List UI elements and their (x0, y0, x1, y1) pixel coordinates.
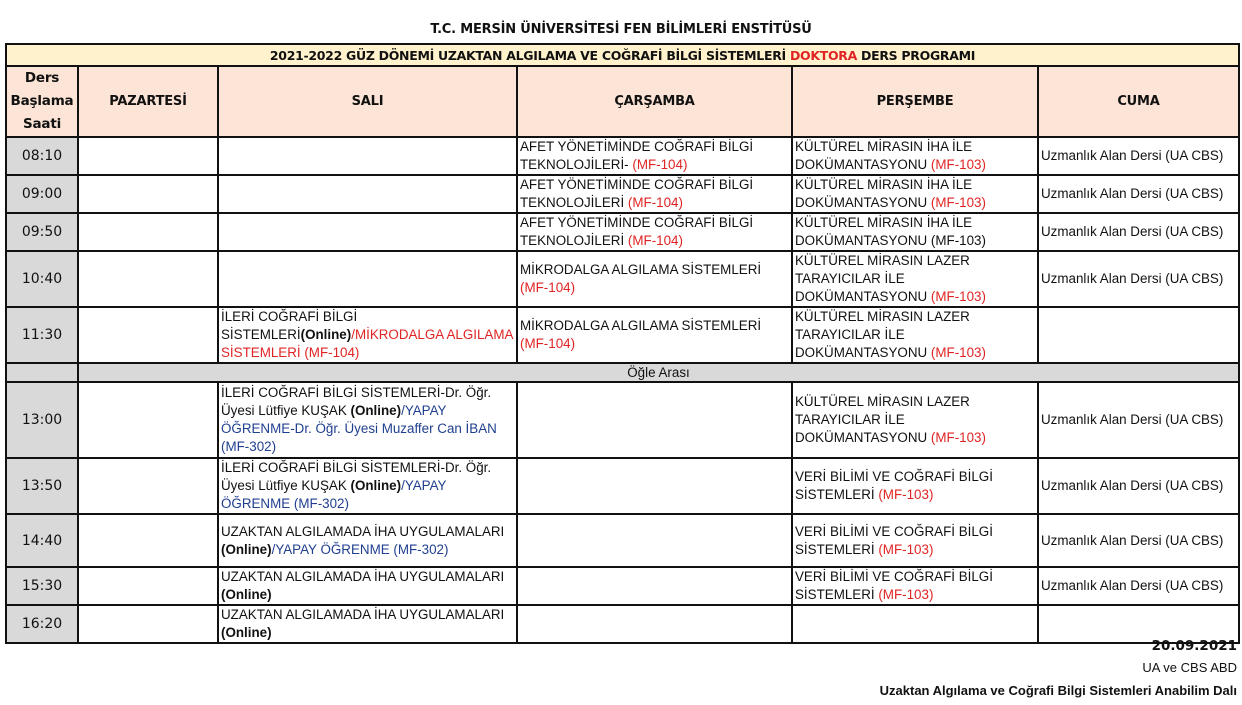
room-code: (MF-104) (520, 280, 576, 295)
course-text: MİKRODALGA ALGILAMA SİSTEMLERİ (520, 318, 762, 333)
course-text: KÜLTÜREL MİRASIN İHA İLE DOKÜMANTASYONU (MF-103) (795, 215, 986, 248)
schedule-row (6, 514, 1239, 567)
course-text-alt: /YAPAY ÖĞRENME (MF-302) (221, 478, 447, 511)
course-cell-tuesday (218, 382, 517, 458)
course-cell-monday (78, 307, 218, 363)
program-title (6, 44, 1239, 66)
time-slot: 09:50 (6, 213, 78, 251)
course-text: İLERİ COĞRAFİ BİLGİ SİSTEMLERİ-Dr. Öğr. Üyesi Lütfiye KUŞAK (221, 460, 492, 493)
course-text-alt: /YAPAY ÖĞRENME-Dr. Öğr. Üyesi Muzaffer Can İBAN (MF-302) (221, 403, 497, 454)
course-cell-wednesday (517, 175, 792, 213)
course-text: KÜLTÜREL MİRASIN LAZER TARAYICILAR İLE DOKÜMANTASYONU (795, 253, 970, 304)
course-text: VERİ BİLİMİ VE COĞRAFİ BİLGİ SİSTEMLERİ (795, 569, 993, 602)
institution-title: T.C. MERSİN ÜNİVERSİTESİ FEN BİLİMLERİ ENSTİTÜSÜ (430, 22, 812, 37)
day-header-wednesday: ÇARŞAMBA (517, 66, 792, 137)
course-cell-monday (78, 458, 218, 514)
course-cell-monday (78, 137, 218, 175)
course-text: MİKRODALGA ALGILAMA SİSTEMLERİ (520, 262, 762, 277)
course-cell-tuesday (218, 307, 517, 363)
course-cell-monday (78, 605, 218, 643)
course-cell-tuesday (218, 458, 517, 514)
course-cell-friday (1038, 137, 1239, 175)
course-cell-thursday (792, 458, 1038, 514)
course-cell-thursday (792, 605, 1038, 643)
time-slot: 16:20 (6, 605, 78, 643)
footer-department: Uzaktan Algılama ve Coğrafi Bilgi Sistemleri Anabilim Dalı (879, 683, 1237, 698)
course-cell-thursday (792, 307, 1038, 363)
course-text: AFET YÖNETİMİNDE COĞRAFİ BİLGİ TEKNOLOJİLERİ (520, 177, 754, 210)
room-code: (MF-103) (930, 430, 986, 445)
online-tag: (Online) (221, 587, 272, 602)
program-title-suffix: DERS PROGRAMI (856, 47, 976, 63)
course-text: Uzmanlık Alan Dersi (UA CBS) (1041, 578, 1224, 593)
course-text: Uzmanlık Alan Dersi (UA CBS) (1041, 271, 1224, 286)
footer-abbreviation: UA ve CBS ABD (1142, 660, 1237, 675)
course-text: AFET YÖNETİMİNDE COĞRAFİ BİLGİ TEKNOLOJİLERİ- (520, 139, 754, 172)
time-slot: 08:10 (6, 137, 78, 175)
footer-date: 20.09.2021 (1151, 638, 1237, 654)
schedule-row (6, 382, 1239, 458)
course-cell-wednesday (517, 307, 792, 363)
online-tag: (Online) (300, 327, 352, 342)
time-slot: 09:00 (6, 175, 78, 213)
course-text: Uzmanlık Alan Dersi (UA CBS) (1041, 478, 1224, 493)
time-slot: 11:30 (6, 307, 78, 363)
time-column-header (6, 66, 78, 137)
room-code: /MİKRODALGA ALGILAMA SİSTEMLERİ (MF-104) (221, 327, 513, 360)
course-cell-friday (1038, 382, 1239, 458)
lunch-break-row (6, 363, 1239, 382)
time-slot: 10:40 (6, 251, 78, 307)
online-tag: (Online) (221, 625, 272, 640)
room-code: (MF-104) (627, 233, 683, 248)
course-text: Uzmanlık Alan Dersi (UA CBS) (1041, 412, 1224, 427)
course-cell-thursday (792, 251, 1038, 307)
room-code: (MF-104) (520, 336, 576, 351)
course-cell-monday (78, 514, 218, 567)
course-cell-friday (1038, 458, 1239, 514)
course-text: VERİ BİLİMİ VE COĞRAFİ BİLGİ SİSTEMLERİ (795, 469, 993, 502)
course-text: UZAKTAN ALGILAMADA İHA UYGULAMALARI (221, 523, 505, 539)
day-header-tuesday: SALI (218, 66, 517, 137)
course-cell-friday (1038, 567, 1239, 605)
course-cell-wednesday (517, 382, 792, 458)
room-code: (MF-103) (930, 345, 986, 360)
course-cell-friday (1038, 251, 1239, 307)
course-cell-monday (78, 213, 218, 251)
schedule-row (6, 137, 1239, 175)
schedule-row (6, 605, 1239, 643)
course-cell-wednesday (517, 458, 792, 514)
course-cell-monday (78, 251, 218, 307)
room-code: (MF-103) (878, 487, 934, 502)
course-cell-thursday (792, 382, 1038, 458)
course-cell-friday (1038, 514, 1239, 567)
course-text: Uzmanlık Alan Dersi (UA CBS) (1041, 532, 1224, 548)
lunch-time-cell (6, 363, 78, 382)
course-cell-wednesday (517, 567, 792, 605)
course-text: Uzmanlık Alan Dersi (UA CBS) (1041, 148, 1224, 163)
day-header-friday: CUMA (1038, 66, 1239, 137)
room-code: (MF-103) (930, 195, 986, 210)
online-tag: (Online) (221, 541, 272, 557)
course-text: KÜLTÜREL MİRASIN İHA İLE DOKÜMANTASYONU (795, 177, 973, 210)
course-text: KÜLTÜREL MİRASIN İHA İLE DOKÜMANTASYONU (795, 139, 973, 172)
course-cell-tuesday (218, 567, 517, 605)
header-row (6, 66, 1239, 137)
day-header-monday: PAZARTESİ (78, 66, 218, 137)
course-cell-wednesday (517, 514, 792, 567)
course-cell-wednesday (517, 137, 792, 175)
course-cell-thursday (792, 567, 1038, 605)
time-slot: 14:40 (6, 514, 78, 567)
schedule-row (6, 175, 1239, 213)
course-cell-tuesday (218, 251, 517, 307)
time-header-line: Başlama (10, 93, 74, 109)
course-cell-monday (78, 382, 218, 458)
course-text: VERİ BİLİMİ VE COĞRAFİ BİLGİ SİSTEMLERİ (795, 523, 993, 557)
course-text: İLERİ COĞRAFİ BİLGİ SİSTEMLERİ-Dr. Öğr. Üyesi Lütfiye KUŞAK (221, 385, 492, 418)
room-code: (MF-103) (878, 587, 934, 602)
time-slot: 15:30 (6, 567, 78, 605)
online-tag: (Online) (350, 403, 402, 418)
time-slot: 13:00 (6, 382, 78, 458)
course-cell-tuesday (218, 137, 517, 175)
course-cell-wednesday (517, 251, 792, 307)
course-cell-friday (1038, 175, 1239, 213)
course-cell-tuesday (218, 213, 517, 251)
program-title-highlight: DOKTORA (789, 47, 857, 63)
room-code: (MF-103) (930, 289, 986, 304)
course-cell-friday (1038, 307, 1239, 363)
course-text: Uzmanlık Alan Dersi (UA CBS) (1041, 186, 1224, 201)
course-cell-thursday (792, 137, 1038, 175)
schedule-row (6, 567, 1239, 605)
program-title-prefix: 2021-2022 GÜZ DÖNEMİ UZAKTAN ALGILAMA VE COĞRAFİ BİLGİ SİSTEMLERİ (269, 47, 790, 63)
room-code: (MF-104) (627, 195, 683, 210)
course-cell-thursday (792, 213, 1038, 251)
course-cell-thursday (792, 175, 1038, 213)
course-cell-friday (1038, 213, 1239, 251)
time-header-line: Ders (24, 70, 60, 86)
course-cell-thursday (792, 514, 1038, 567)
schedule-row (6, 458, 1239, 514)
course-cell-wednesday (517, 213, 792, 251)
online-tag: (Online) (350, 478, 402, 493)
course-cell-monday (78, 567, 218, 605)
course-text: AFET YÖNETİMİNDE COĞRAFİ BİLGİ TEKNOLOJİLERİ (520, 215, 754, 248)
lunch-break-label: Öğle Arası (78, 363, 1239, 382)
room-code: (MF-103) (878, 541, 934, 557)
course-text-alt: /YAPAY ÖĞRENME (MF-302) (271, 541, 449, 557)
course-text: UZAKTAN ALGILAMADA İHA UYGULAMALARI (221, 607, 505, 622)
course-cell-wednesday (517, 605, 792, 643)
course-text: KÜLTÜREL MİRASIN LAZER TARAYICILAR İLE DOKÜMANTASYONU (795, 309, 970, 360)
course-cell-tuesday (218, 175, 517, 213)
course-cell-tuesday (218, 514, 517, 567)
course-text: İLERİ COĞRAFİ BİLGİ SİSTEMLERİ (221, 309, 358, 342)
day-header-thursday: PERŞEMBE (792, 66, 1038, 137)
time-header-line: Saati (22, 116, 62, 132)
course-text: UZAKTAN ALGILAMADA İHA UYGULAMALARI (221, 569, 505, 584)
course-text: Uzmanlık Alan Dersi (UA CBS) (1041, 224, 1224, 239)
room-code: (MF-103) (930, 157, 986, 172)
schedule-row (6, 213, 1239, 251)
schedule-row (6, 251, 1239, 307)
time-slot: 13:50 (6, 458, 78, 514)
schedule-row (6, 307, 1239, 363)
schedule-table (5, 43, 1240, 644)
room-code: (MF-104) (632, 157, 688, 172)
program-title-row (6, 44, 1239, 66)
course-text: KÜLTÜREL MİRASIN LAZER TARAYICILAR İLE DOKÜMANTASYONU (795, 394, 970, 445)
course-cell-monday (78, 175, 218, 213)
course-cell-tuesday (218, 605, 517, 643)
